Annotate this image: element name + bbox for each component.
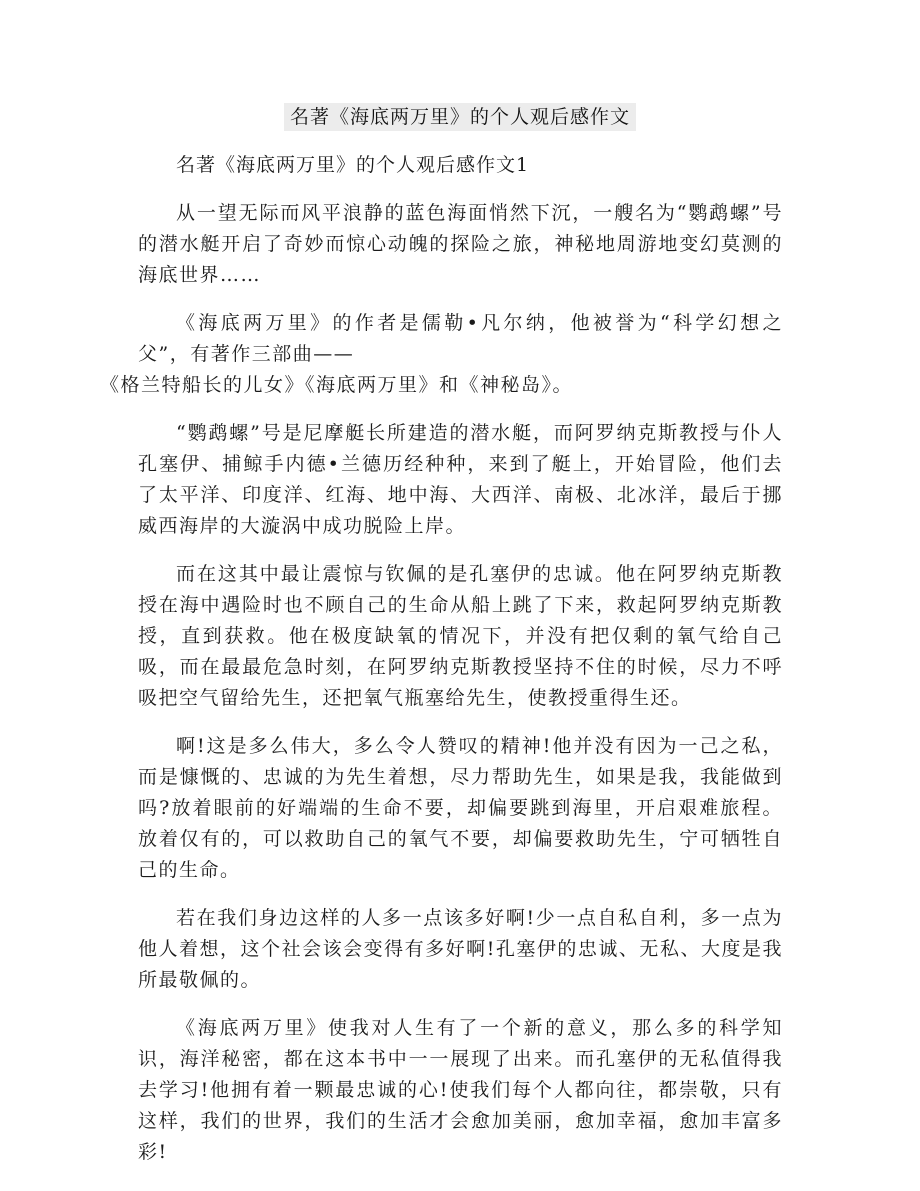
essay-heading: 名著《海底两万里》的个人观后感作文1 <box>176 154 530 176</box>
paragraph-loyalty: 而在这其中最让震惊与钦佩的是孔塞伊的忠诚。他在阿罗纳克斯教授在海中遇险时也不顾自己的生命从船上跳了下来，救起阿罗纳克斯教授，直到获救。他在极度缺氧的情况下，并没有把仅剩的氧气给自己吸，而在最最危急时刻，在阿罗纳克斯教授坚持不住的时候，尽力不呼吸把空气留给先生，还把氧气瓶塞给先生，使教授重得生还。 <box>138 563 783 709</box>
paragraph-praise: 啊!这是多么伟大，多么令人赞叹的精神!他并没有因为一己之私，而是慷慨的、忠诚的为先生着想，尽力帮助先生，如果是我，我能做到吗?放着眼前的好端端的生命不要，却偏要跳到海里，开启艰难旅程。放着仅有的，可以救助自己的氧气不要，却偏要救助先生，宁可牺牲自己的生命。 <box>138 735 783 881</box>
paragraph-wish: 若在我们身边这样的人多一点该多好啊!少一点自私自利，多一点为他人着想，这个社会该会变得有多好啊!孔塞伊的忠诚、无私、大度是我所最敬佩的。 <box>138 907 783 991</box>
paragraph-plot: “鹦鹉螺”号是尼摩艇长所建造的潜水艇，而阿罗纳克斯教授与仆人孔塞伊、捕鲸手内德•兰德历经种种，来到了艇上，开始冒险，他们去了太平洋、印度洋、红海、地中海、大西洋、南极、北冰洋，最后于挪威西海岸的大漩涡中成功脱险上岸。 <box>138 422 783 537</box>
paragraph-intro: 从一望无际而风平浪静的蓝色海面悄然下沉，一艘名为“鹦鹉螺”号的潜水艇开启了奇妙而惊心动魄的探险之旅，神秘地周游地变幻莫测的海底世界…… <box>138 202 783 286</box>
document-body <box>100 150 783 1185</box>
author-line: 《海底两万里》的作者是儒勒•凡尔纳，他被誉为“科学幻想之父”，有著作三部曲—— <box>138 312 783 365</box>
title-container <box>0 103 920 131</box>
document-title: 名著《海底两万里》的个人观后感作文 <box>284 103 636 131</box>
paragraph-author <box>100 308 783 401</box>
paragraph-conclusion: 《海底两万里》使我对人生有了一个新的意义，那么多的科学知识，海洋秘密，都在这本书中一一展现了出来。而孔塞伊的无私值得我去学习!他拥有着一颗最忠诚的心!使我们每个人都向往，都崇敬，只有这样，我们的世界，我们的生活才会愈加美丽，愈加幸福，愈加丰富多彩! <box>138 1017 783 1163</box>
trilogy-line: 《格兰特船长的儿女》《海底两万里》和《神秘岛》。 <box>100 374 574 396</box>
